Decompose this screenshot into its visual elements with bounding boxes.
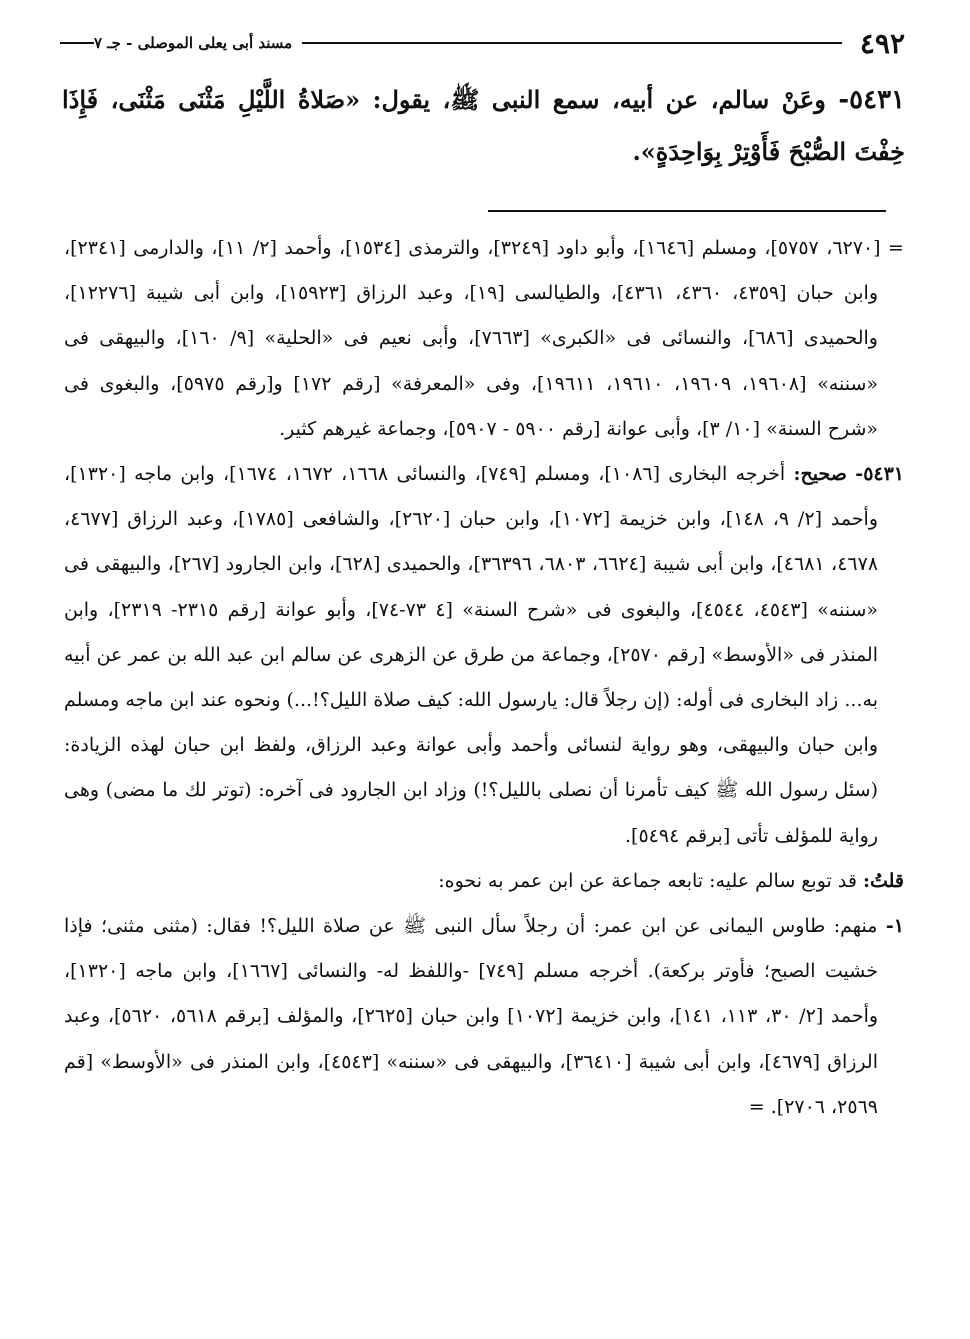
footnote-continued: = [٦٢٧٠، ٥٧٥٧]، ومسلم [١٦٤٦]، وأبو داود [٣٢٤٩]، والترمذى [١٥٣٤]، وأحمد [٢/ ١١]، والدارمى [٢٣٤١]، وابن حبان [٤٣٥٩، ٤٣٦٠، ٤٣٦١]، والطيالسى [١٩]، وعبد الرزاق [١٥٩٢٣]، وابن أبى شيبة [١٢٢٧٦]، والحميدى [٦٨٦]، والنسائى فى «الكبرى» [٧٦٦٣]، وأبى نعيم فى «الحلية» [٩/ ١٦٠]، والبيهقى فى «سننه» [١٩٦٠٨، ١٩٦٠٩، ١٩٦١٠، ١٩٦١١]، وفى «المعرفة» [رقم ١٧٢] و[رقم ٥٩٧٥]، والبغوى فى «شرح السنة» [١٠/ ٣]، وأبى عوانة [رقم ٥٩٠٠ - ٥٩٠٧]، وجماعة غيرهم كثير.: [64, 237, 904, 440]
page-number: ٤٩٢: [859, 26, 905, 60]
hadith-grade: صحيح:: [793, 463, 847, 486]
footnote-number: ٥٤٣١-: [855, 463, 905, 486]
running-title: مسند أبى يعلى الموصلى - جـ ٧: [94, 34, 293, 52]
footnote-separator: [488, 210, 886, 212]
hadith-text: [62, 74, 905, 178]
qultu-paragraph: [64, 859, 904, 904]
footnote-5431: [64, 452, 904, 859]
follow-up-item-1: [64, 904, 904, 1130]
hadith-isnad: وعَنْ سالم، عن أبيه، سمع النبى ﷺ، يقول:: [372, 85, 826, 114]
header-dash: [60, 42, 94, 44]
item-number: ١-: [885, 915, 904, 938]
qultu-text: قد توبع سالم عليه: تابعه جماعة عن ابن عمر به نحوه:: [438, 869, 857, 892]
page-header: [60, 22, 905, 64]
footnotes: [64, 226, 904, 1130]
hadith-number: ٥٤٣١-: [838, 85, 905, 115]
hadith-matn: «صَلاةُ اللَّيْلِ مَثْنَى مَثْنَى، فَإِذَا خِفْتَ الصُّبْحَ فَأَوْتِرْ بِوَاحِدَةٍ».: [62, 85, 905, 166]
header-rule: [302, 42, 842, 44]
item-text: منهم: طاوس اليمانى عن ابن عمر: أن رجلاً سأل النبى ﷺ عن صلاة الليل؟! فقال: (مثنى مثنى؛ فإذا خشيت الصبح؛ فأوتر بركعة). أخرجه مسلم [٧٤٩] -واللفظ له- والنسائى [١٦٦٧]، وابن ماجه [١٣٢٠]، وأحمد [٢/ ٣٠، ١١٣، ١٤١]، وابن خزيمة [١٠٧٢] وابن حبان [٢٦٢٥]، والمؤلف [برقم ٥٦١٨، ٥٦٢٠]، وعبد الرزاق [٤٦٧٩]، وابن أبى شيبة [٣٦٤١٠]، والبيهقى فى «سننه» [٤٥٤٣]، وابن المنذر فى «الأوسط» [قم ٢٥٦٩، ٢٧٠٦]. =: [64, 915, 879, 1118]
qultu-label: قلتُ:: [862, 869, 904, 892]
footnote-takhrij: أخرجه البخارى [١٠٨٦]، ومسلم [٧٤٩]، والنسائى ١٦٦٨، ١٦٧٢، ١٦٧٤]، وابن ماجه [١٣٢٠]، وأحمد [٢/ ٩، ١٤٨]، وابن خزيمة [١٠٧٢]، وابن حبان [٢٦٢٠]، والشافعى [١٧٨٥]، وعبد الرزاق [٤٦٧٧، ٤٦٧٨، ٤٦٨١]، وابن أبى شيبة [٦٦٢٤، ٦٨٠٣، ٣٦٣٩٦]، والحميدى [٦٢٨]، وابن الجارود [٢٦٧]، والبيهقى فى «سننه» [٤٥٤٣، ٤٥٤٤]، والبغوى فى «شرح السنة» [٤ ٧٣-٧٤]، وأبو عوانة [رقم ٢٣١٥- ٢٣١٩]، وابن المنذر فى «الأوسط» [رقم ٢٥٧٠]، وجماعة من طرق عن الزهرى عن سالم ابن عبد الله بن عمر عن أبيه به... زاد البخارى فى أوله: (إن رجلاً قال: يارسول الله: كيف صلاة الليل؟!...) ونحوه عند ابن ماجه ومسلم وابن حبان والبيهقى، وهو رواية لنسائى وأحمد وأبى عوانة وعبد الرزاق، ولفظ ابن حبان لهذه الزيادة: (سئل رسول الله ﷺ كيف تأمرنا أن نصلى بالليل؟!) وزاد ابن الجارود فى آخره: (توتر لك ما مضى) وهى رواية للمؤلف تأتى [برقم ٥٤٩٤].: [64, 463, 879, 847]
